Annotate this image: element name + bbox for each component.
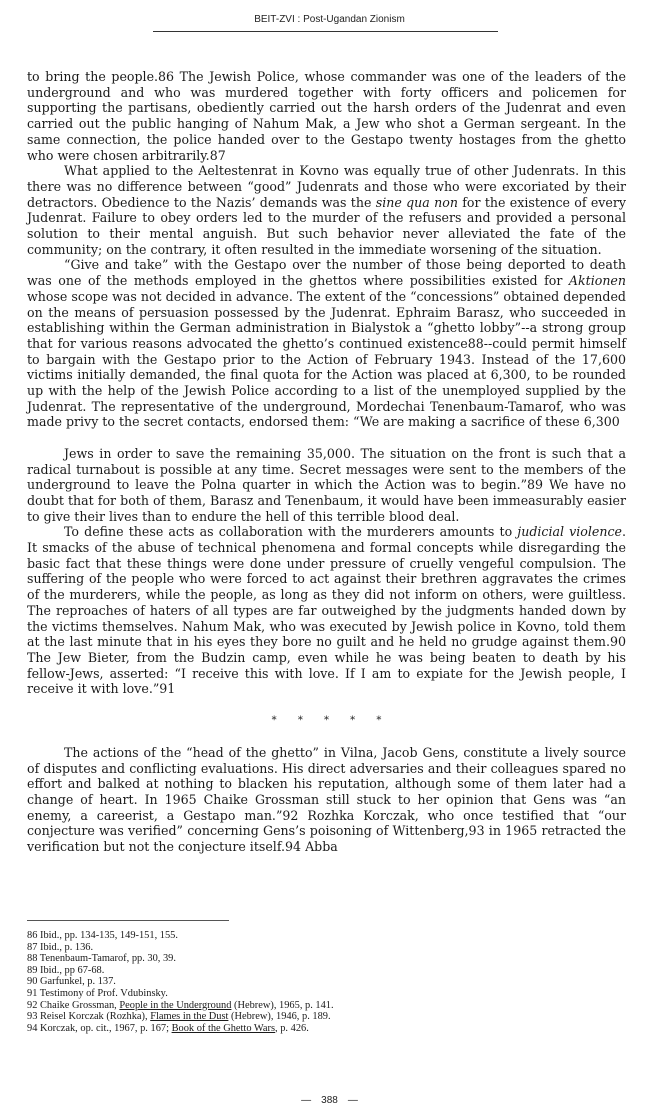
paragraph-2-text-b: for the existence of every Judenrat. Failure to obey orders led to the murder of the refusers and provided a personal solution to their mental anguish. But such behavior never alleviated the fate of the community; on the contrary, it often resulted in the immediate worsening of the situation. bbox=[27, 194, 627, 257]
footnote-94 bbox=[27, 1023, 357, 1035]
section-break: * * * * * bbox=[271, 715, 391, 727]
paragraph-5-text-b: . It smacks of the abuse of technical phenomena and formal concepts while disregarding the basic fact that these things were done under pressure of cruelly vengeful compulsion. The suffering of the people who were forced to act against their brethren aggravates the crimes of the murderers, while the people, as long as they did not inform on others, were guiltless. The reproaches of haters of all types are far outweighed by the judgments handed down by the victims themselves. Nahum Mak, who was executed by Jewish police in Kovno, told them at the last minute that in his eyes they bore no guilt and he held no grudge against them.90 The Jew Bieter, from the Budzin camp, even while he was being beaten to death by his fellow-Jews, asserted: “I receive this with love. If I am to expiate for the Jewish people, I receive it with love.”91 bbox=[27, 524, 626, 697]
paragraph-2-text-a: What applied to the Aeltestenrat in Kovno was equally true of other Judenrats. In this there was no difference between “good” Judenrats and those who were excoriated by their detractors. Obedience to the Nazis’ demands was the bbox=[27, 163, 626, 210]
footnote-86: 86 Ibid., pp. 134-135, 149-151, 155. bbox=[27, 930, 178, 941]
footnote-93-text-a: 93 Reisel Korczak (Rozhka), bbox=[27, 1011, 151, 1023]
footnote-93-text-b: (Hebrew), 1946, p. 189. bbox=[228, 1011, 331, 1023]
paragraph-4: Jews in order to save the remaining 35,000. The situation on the front is such that a radical turnabout is possible at any time. Secret messages were sent to the members of the underground to leave the Polna quarter in which the Action was to begin.”89 We have no doubt that for both of them, Barasz and Tenenbaum, it would have been immeasurably easier to give their lives than to endure the hell of this terrible blood deal. bbox=[27, 445, 626, 524]
footnote-rule bbox=[27, 920, 229, 921]
footnote-90: 90 Garfunkel, p. 137. bbox=[27, 976, 116, 988]
paragraph-3 bbox=[27, 257, 626, 430]
footnote-93-title: Flames in the Dust bbox=[150, 1011, 229, 1023]
footnote-92-text-b: (Hebrew), 1965, p. 141. bbox=[231, 999, 334, 1011]
paragraph-5-italic: judicial violence bbox=[517, 524, 622, 540]
paragraph-5 bbox=[27, 524, 626, 697]
footnote-94-title: Book of the Ghetto Wars bbox=[171, 1022, 276, 1034]
paragraph-3-text-b: whose scope was not decided in advance. The extent of the “concessions” obtained depended on the means of persuasion possessed by the Judenrat. Ephraim Barasz, who succeeded in establishing within the German administration in Bialystok a “ghetto lobby”--a strong group that for various reasons advocated the ghetto’s continued existence88--could permit himself to bargain with the Gestapo prior to the Action of February 1943. Instead of the 17,600 victims initially demanded, the final quota for the Action was placed at 6,300, to be rounded up with the help of the Jewish Police according to a list of the unemployed supplied by the Judenrat. The representative of the underground, Mordechai Tenenbaum-Tamarof, who was made privy to the secret contacts, endorsed them: “We are making a sacrifice of these 6,300 bbox=[27, 288, 626, 430]
footnote-89: 89 Ibid., pp 67-68. bbox=[27, 964, 105, 976]
footnote-94-text-a: 94 Korczak, op. cit., 1967, p. 167; bbox=[27, 1022, 172, 1034]
paragraph-2-italic: sine qua non bbox=[375, 194, 458, 210]
footnote-92 bbox=[27, 1000, 357, 1012]
paragraph-1: to bring the people.86 The Jewish Police, whose commander was one of the leaders of the underground and who was murdered together with forty officers and policemen for supporting the partisans, obediently carried out the harsh orders of the Judenrat and even carried out the public hanging of Nahum Mak, a Jew who shot a German sergeant. In the same connection, the police handed over to the Gestapo twenty hostages from the ghetto who were chosen arbitrarily.87 bbox=[27, 69, 626, 163]
paragraph-3-text-a: “Give and take” with the Gestapo over the number of those being deported to death was one of the methods employed in the ghettos where possibilities existed for bbox=[27, 257, 626, 289]
footnote-92-title: People in the Underground bbox=[119, 999, 232, 1011]
footnote-87: 87 Ibid., p. 136. bbox=[27, 941, 94, 953]
footnote-88: 88 Tenenbaum-Tamarof, pp. 30, 39. bbox=[27, 953, 176, 965]
dash-right: — bbox=[347, 1095, 358, 1106]
page-number: 388 bbox=[321, 1095, 338, 1106]
page-footer bbox=[0, 1095, 659, 1106]
footnote-92-text-a: 92 Chaike Grossman, bbox=[27, 999, 120, 1011]
running-header: BEIT-ZVI : Post-Ugandan Zionism bbox=[254, 14, 405, 25]
footnote-94-text-b: , p. 426. bbox=[275, 1022, 309, 1034]
paragraph-3-italic: Aktionen bbox=[568, 273, 626, 289]
paragraph-5-text-a: To define these acts as collaboration with the murderers amounts to bbox=[64, 524, 518, 540]
header-rule bbox=[153, 31, 498, 32]
footnotes bbox=[27, 930, 357, 1034]
body-text bbox=[27, 69, 626, 855]
dash-left: — bbox=[301, 1095, 312, 1106]
paragraph-2 bbox=[27, 163, 626, 257]
footnote-91: 91 Testimony of Prof. Vdubinsky. bbox=[27, 987, 168, 999]
paragraph-6: The actions of the “head of the ghetto” in Vilna, Jacob Gens, constitute a lively source of disputes and conflicting evaluations. His direct adversaries and their colleagues spared no effort and balked at nothing to blacken his reputation, although some of them later had a change of heart. In 1965 Chaike Grossman still stuck to her opinion that Gens was “an enemy, a careerist, a Gestapo man.”92 Rozhka Korczak, who once testified that “our conjecture was verified” concerning Gens’s poisoning of Wittenberg,93 in 1965 retracted the verification but not the conjecture itself.94 Abba bbox=[27, 744, 626, 855]
footnote-93 bbox=[27, 1011, 357, 1023]
